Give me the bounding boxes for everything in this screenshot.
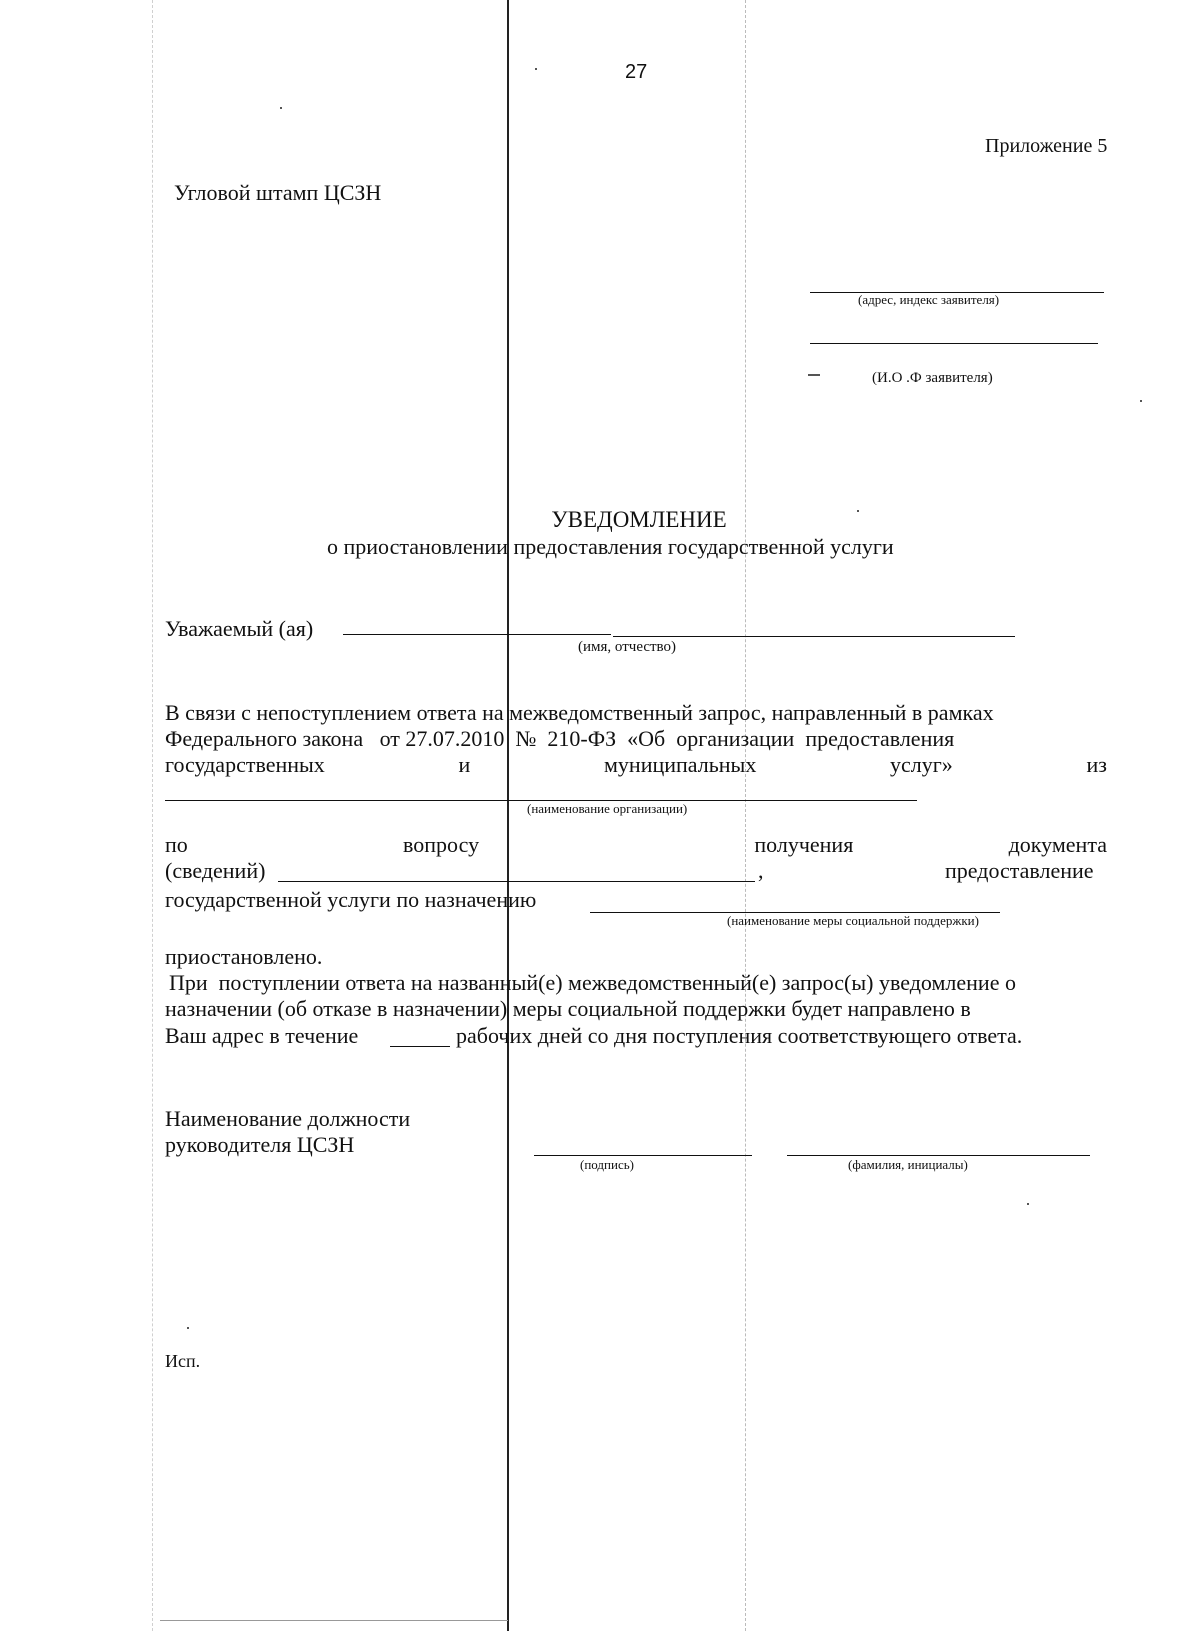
para2-line2-comma: , xyxy=(758,858,764,883)
signature-caption: (подпись) xyxy=(580,1157,634,1172)
para2-word: вопросу xyxy=(403,832,480,857)
para1-word: государственных xyxy=(165,752,325,777)
scan-speck xyxy=(535,68,537,70)
suspended-text: приостановлено. xyxy=(165,944,323,969)
name-line-1 xyxy=(343,634,611,635)
surname-caption: (фамилия, инициалы) xyxy=(848,1157,968,1172)
para1-word: из xyxy=(1086,752,1107,777)
appendix-label: Приложение 5 xyxy=(985,135,1108,157)
para2-line2-right: предоставление xyxy=(945,858,1094,883)
para1-word: муниципальных xyxy=(604,752,757,777)
position-title-line1: Наименование должности xyxy=(165,1106,411,1131)
scan-line-bottom xyxy=(160,1620,508,1621)
para1-line2: Федерального закона от 27.07.2010 № 210-ФЗ «Об организации предоставления xyxy=(165,726,955,751)
signature-line xyxy=(534,1155,752,1156)
para2-line3: государственной услуги по назначению xyxy=(165,887,537,912)
scan-speck xyxy=(1027,1203,1029,1205)
scan-speck xyxy=(808,374,820,376)
document-title: УВЕДОМЛЕНИЕ xyxy=(551,507,727,532)
fio-line xyxy=(810,343,1098,344)
para2-line1 xyxy=(165,832,1107,858)
days-blank xyxy=(390,1046,450,1047)
para3-line2: назначении (об отказе в назначении) меры социальной поддержки будет направлено в xyxy=(165,996,971,1021)
name-line-2 xyxy=(613,636,1015,637)
measure-caption: (наименование меры социальной поддержки) xyxy=(727,913,979,928)
para2-word: получения xyxy=(754,832,854,857)
para2-word: документа xyxy=(1008,832,1107,857)
surname-line xyxy=(787,1155,1090,1156)
org-caption: (наименование организации) xyxy=(527,801,688,816)
scan-speck xyxy=(280,107,282,109)
greeting-label: Уважаемый (ая) xyxy=(165,616,314,641)
scan-line-right xyxy=(745,0,746,1631)
scan-line-left xyxy=(152,0,153,1631)
para1-word: и xyxy=(458,752,471,777)
para2-word: по xyxy=(165,832,188,857)
scan-speck xyxy=(1140,400,1142,402)
para3-line1: При поступлении ответа на названный(е) межведомственный(е) запрос(ы) уведомление о xyxy=(169,970,1016,995)
para3-line3-start: Ваш адрес в течение xyxy=(165,1023,359,1048)
fio-caption: (И.О .Ф заявителя) xyxy=(872,370,993,386)
para1-line1: В связи с непоступлением ответа на межведомственный запрос, направленный в рамках xyxy=(165,700,994,725)
address-caption: (адрес, индекс заявителя) xyxy=(858,292,1000,307)
executor-label: Исп. xyxy=(165,1351,201,1371)
name-caption: (имя, отчество) xyxy=(578,639,677,655)
scan-line-main xyxy=(507,0,509,1631)
para1-word: услуг» xyxy=(890,752,953,777)
scan-speck xyxy=(187,1327,189,1329)
para2-line2-left: (сведений) xyxy=(165,858,266,883)
para3-line3-end: рабочих дней со дня поступления соответствующего ответа. xyxy=(456,1023,1023,1048)
page-number: 27 xyxy=(625,61,648,83)
position-title-line2: руководителя ЦСЗН xyxy=(165,1132,355,1157)
documents-line xyxy=(278,881,755,882)
document-subtitle: о приостановлении предоставления государственной услуги xyxy=(327,534,894,559)
para1-line3 xyxy=(165,752,1107,778)
corner-stamp-label: Угловой штамп ЦСЗН xyxy=(174,180,382,205)
